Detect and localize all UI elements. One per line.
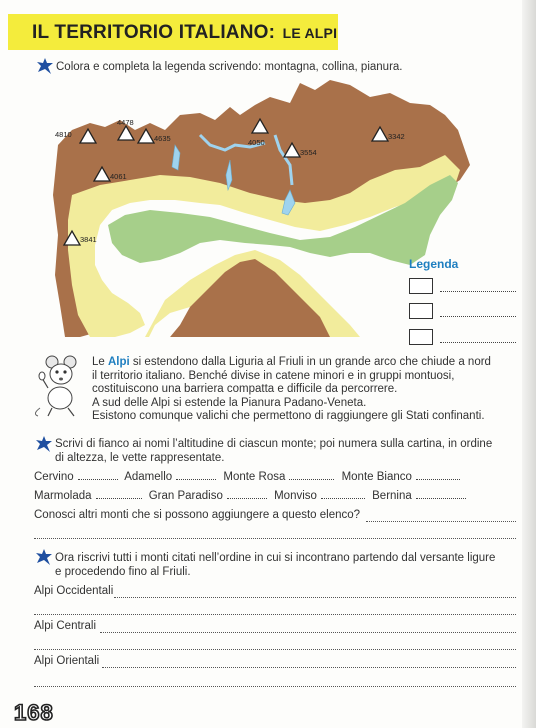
- altitude-blank[interactable]: [227, 498, 267, 499]
- para-line3: costituiscono una barriera compatta e difficile da percorrere.: [92, 383, 398, 396]
- answer-line[interactable]: [34, 614, 516, 615]
- exercise1-instruction: Colora e completa la legenda scrivendo: montagna, collina, pianura.: [56, 61, 403, 73]
- legend-answer-line-2[interactable]: [440, 316, 516, 317]
- peak-label: 3554: [300, 148, 317, 157]
- mountains-row-1: [34, 471, 464, 483]
- page-binding-edge: [522, 0, 536, 728]
- exercise3-line2: e procedendo fino al Friuli.: [55, 566, 191, 578]
- mountain-cervino: Cervino: [34, 471, 74, 483]
- legend-title: Legenda: [409, 257, 459, 271]
- exercise3-instruction: [55, 551, 515, 579]
- legend-box-2[interactable]: [409, 303, 433, 319]
- mountain-monte-bianco: Monte Bianco: [341, 471, 412, 483]
- answer-line[interactable]: [114, 597, 516, 598]
- exercise3-line1: Ora riscrivi tutti i monti citati nell’ordine in cui si incontrano partendo dal versante ligure: [55, 552, 496, 564]
- exercise-star-icon: [37, 58, 53, 74]
- peak-label: 3841: [80, 235, 97, 244]
- exercise2-line2: di altezza, le vette rappresentate.: [55, 452, 225, 464]
- answer-line[interactable]: [102, 667, 516, 668]
- exercise-star-icon: [36, 549, 52, 565]
- mountain-marmolada: Marmolada: [34, 490, 92, 502]
- mountain-monviso: Monviso: [274, 490, 317, 502]
- altitude-blank[interactable]: [176, 479, 216, 480]
- answer-line[interactable]: [34, 649, 516, 650]
- title-sub: LE ALPI: [282, 25, 338, 41]
- para-line4: A sud delle Alpi si estende la Pianura Padano-Veneta.: [92, 396, 367, 409]
- page-title: [32, 22, 337, 44]
- answer-line[interactable]: [34, 538, 516, 539]
- altitude-blank[interactable]: [289, 479, 334, 480]
- exercise2-instruction: [55, 437, 515, 465]
- alps-description: [92, 356, 512, 424]
- para-line5: Esistono comunque valichi che permettono di raggiungere gli Stati confinanti.: [92, 410, 485, 423]
- peak-label: 4061: [110, 172, 127, 181]
- exercise-star-icon: [36, 436, 52, 452]
- mountain-gran-paradiso: Gran Paradiso: [148, 490, 223, 502]
- legend-box-3[interactable]: [409, 329, 433, 345]
- para-line1-pre: Le: [92, 356, 108, 368]
- legend-answer-line-3[interactable]: [440, 342, 516, 343]
- peak-label: 4810: [55, 130, 72, 139]
- altitude-blank[interactable]: [96, 498, 142, 499]
- peak-label: 3342: [388, 132, 405, 141]
- exercise2-line1: Scrivi di fianco ai nomi l’altitudine di ciascun monte; poi numera sulla cartina, in ordine: [55, 438, 493, 450]
- other-mountains-question: Conosci altri monti che si possono aggiungere a questo elenco?: [34, 509, 361, 521]
- peak-label: 4478: [117, 118, 134, 127]
- answer-line[interactable]: [100, 632, 516, 633]
- peak-label: 4050: [248, 138, 265, 147]
- altitude-blank[interactable]: [321, 498, 365, 499]
- para-line2: il territorio italiano. Benché divise in catene minori e in gruppi montuosi,: [92, 369, 455, 382]
- mountain-monte-rosa: Monte Rosa: [223, 471, 286, 483]
- page-number: 168: [14, 700, 54, 725]
- legend-box-1[interactable]: [409, 278, 433, 294]
- section-alpi-centrali: Alpi Centrali: [34, 620, 96, 632]
- altitude-blank[interactable]: [416, 498, 466, 499]
- section-alpi-orientali: Alpi Orientali: [34, 655, 100, 667]
- altitude-blank[interactable]: [78, 479, 118, 480]
- mouse-mascot-icon: [30, 348, 88, 418]
- section-alpi-occidentali: Alpi Occidentali: [34, 585, 114, 597]
- title-main: IL TERRITORIO ITALIANO:: [32, 22, 276, 43]
- mountains-row-2: [34, 490, 470, 502]
- mountain-bernina: Bernina: [372, 490, 412, 502]
- keyword-alpi: Alpi: [108, 356, 130, 368]
- altitude-blank[interactable]: [416, 479, 460, 480]
- peak-label: 4635: [154, 134, 171, 143]
- answer-line[interactable]: [366, 521, 516, 522]
- mountain-adamello: Adamello: [124, 471, 173, 483]
- para-line1-post: si estendono dalla Liguria al Friuli in un grande arco che chiude a nord: [129, 356, 491, 368]
- answer-line[interactable]: [34, 686, 516, 687]
- legend-answer-line-1[interactable]: [440, 291, 516, 292]
